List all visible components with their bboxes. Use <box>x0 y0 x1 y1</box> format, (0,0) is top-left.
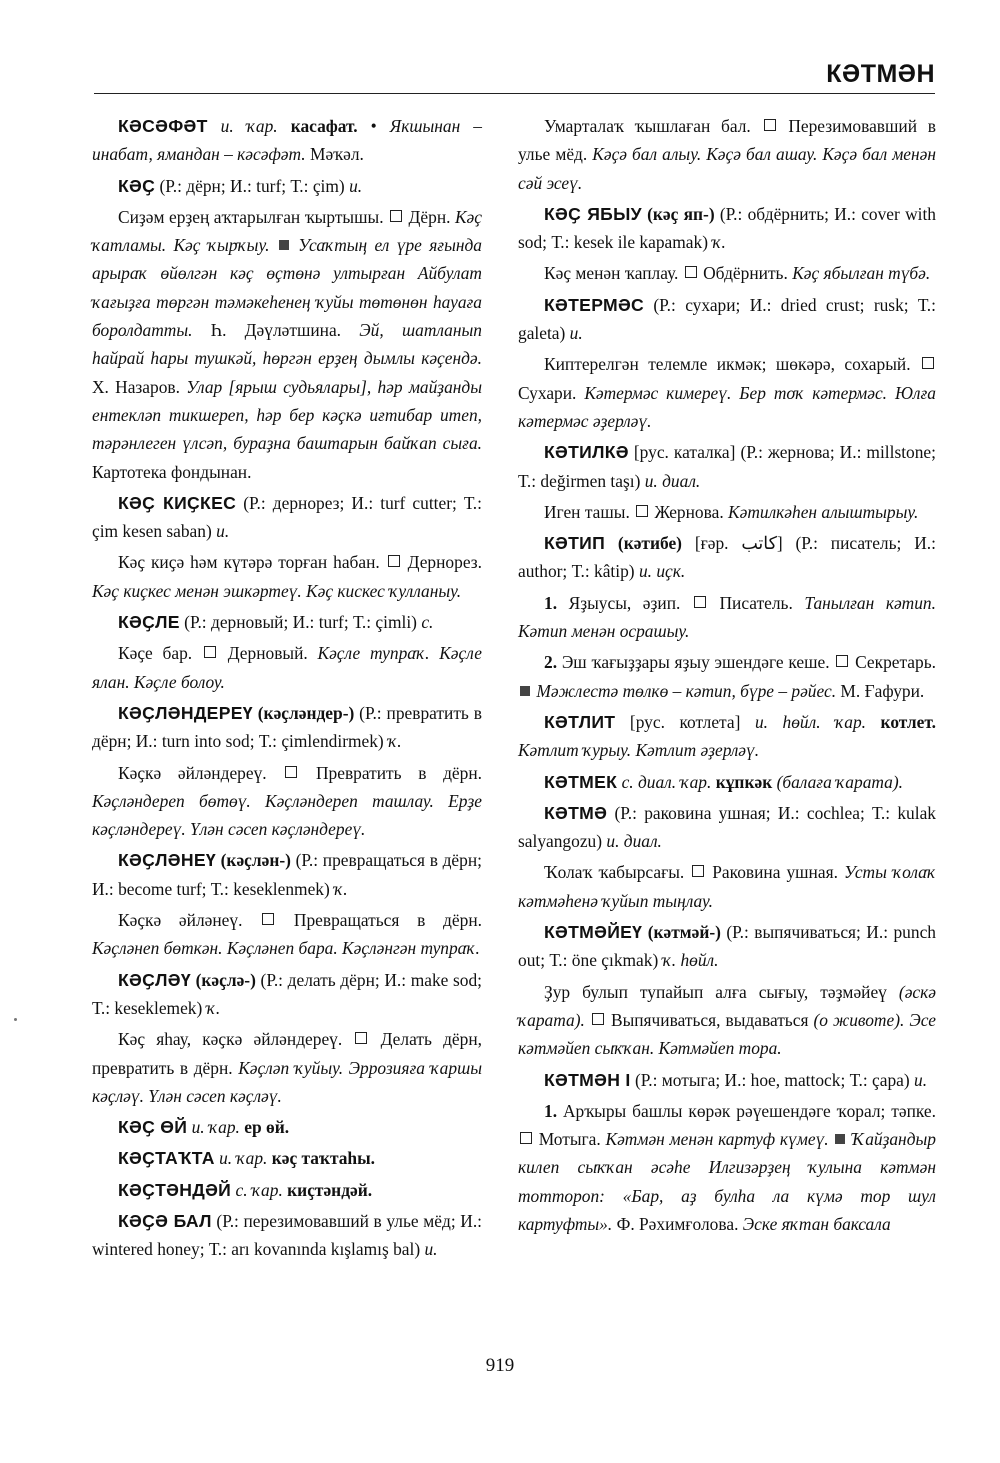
definition: Кәҫ киҫә һәм күтәрә торған һабан. <box>118 552 380 573</box>
russian: Превратить в дёрн. <box>315 762 482 783</box>
russian: Писатель. <box>719 592 793 613</box>
gloss: (Р.: дёрн; И.: turf; Т.: çim) <box>159 175 345 196</box>
entry-yabyu-body <box>518 259 936 287</box>
grammar-mark: ҡ. <box>712 232 726 253</box>
grammar-mark: и. ҡар. <box>220 116 278 136</box>
russian: Раковина ушная. <box>712 862 838 883</box>
russian: Перезимовавший в улье мёд. <box>518 116 936 165</box>
headword: КӘҪЛӘҮ <box>118 969 191 990</box>
grammar-mark: ҡ. <box>388 731 402 752</box>
entry-kaslanew <box>92 846 482 903</box>
grammar-mark: и. диал. <box>644 470 701 491</box>
grammar-mark: и. <box>914 1069 928 1090</box>
cross-ref: ер өй. <box>244 1117 290 1138</box>
grammar-mark: и. иҫк. <box>638 561 686 582</box>
example: Танылған кәтип. Кәтип менән осрашыу. <box>518 592 936 642</box>
entry-kasafat <box>92 112 482 169</box>
definition: Ҙур булып тупайып алға сығыу, тәҙмәйеү <box>544 981 887 1002</box>
definition: Ҡолаҡ ҡабырсағы. <box>544 862 685 883</box>
grammar-mark: и. ҡар. <box>191 1117 240 1138</box>
verb-stem: (кәҫләндер-) <box>257 702 355 723</box>
source: Һ. Дәүләтшина. <box>210 320 342 341</box>
translation-square-icon <box>694 596 706 608</box>
arabic-word: كاتب <box>741 533 777 554</box>
definition: Яҙыусы, әҙип. <box>568 592 681 613</box>
entry-katmek <box>518 768 936 796</box>
gloss: [рус. каталка] (Р.: жернова; И.: millstone; Т.: değirmen taşı) <box>518 442 936 491</box>
gloss: (Р.: превратить в дёрн; И.: turn into sod; Т.: çimlendirmek) <box>92 702 482 752</box>
grammar-mark: и. <box>569 323 583 344</box>
headword: КӘТИП <box>544 533 606 554</box>
header-rule <box>94 93 935 94</box>
example: Кәҫ киҫкес менән эшкәртеү. Кәҫ кискес ҡулланыу. <box>92 580 462 601</box>
translation-square-icon <box>520 1132 532 1144</box>
entry-katip <box>518 529 936 586</box>
gloss: (Р.: обдёрнить; И.: cover with sod; Т.: kesek ile kapamak) <box>518 203 936 253</box>
left-column <box>92 112 482 1267</box>
example: Кәтилкәһен алыштырыу. <box>728 501 919 522</box>
entry-kasabal <box>92 1207 482 1264</box>
verb-stem: (кәҫ яп-) <box>647 203 715 224</box>
cross-ref: киҫтәндәй. <box>287 1179 373 1200</box>
example: Кәҫле тупраҡ. Кәҫле ялан. Кәҫле болоу. <box>92 643 482 692</box>
entry-kasabal-body <box>518 112 936 197</box>
entry-katip-sense-1 <box>518 589 936 646</box>
usage-note: (балаға ҡарата). <box>776 771 903 792</box>
running-header <box>94 52 935 92</box>
source: Х. Назаров. <box>92 376 180 397</box>
translation-square-icon <box>285 766 297 778</box>
headword: КӘҪ <box>118 175 156 196</box>
translation-square-icon <box>592 1013 604 1025</box>
headword: КӘҪӘ БАЛ <box>118 1210 212 1231</box>
russian: Обдёрнить. <box>703 263 788 284</box>
russian: Дернорез. <box>407 552 482 573</box>
sense-number: 1. <box>544 1100 558 1121</box>
example: Кәҫә бал алыу. Кәҫә бал ашау. Кәҫә бал менән сәй эсеү. <box>518 144 936 193</box>
cross-ref: кәҫ таҡтаһы. <box>271 1148 375 1169</box>
quote: Мәжлестә төлкө – кәтип, бүре – рәйес. <box>536 680 837 701</box>
grammar-mark: с. <box>421 612 434 633</box>
entry-katma-body <box>518 858 936 915</box>
translation-square-icon <box>262 913 274 925</box>
russian: Жернова. <box>654 501 724 522</box>
etymology: [рус. котлета] <box>629 711 741 732</box>
definition: Кәҫе бар. <box>118 643 193 664</box>
gloss: (Р.: перезимовавший в улье мёд; И.: wintered honey; Т.: arı kovanında kışlamış bal) <box>92 1210 483 1260</box>
quote-mark-icon <box>279 240 289 250</box>
russian: Превращаться в дёрн. <box>293 910 482 931</box>
example: Кәҫләндереп бөтөү. Кәҫләндереп ташлау. Ерҙе кәҫләндереү. Үлән сәсеп кәҫләндереү. <box>92 790 482 840</box>
example: Кәтмән менән картуф күмеү. <box>605 1129 829 1150</box>
entry-katman-sense-1 <box>518 1097 936 1238</box>
headword: КӘТМӘ <box>544 802 608 823</box>
grammar-mark: ҡ. <box>206 997 221 1018</box>
entry-kastandey <box>92 1176 482 1204</box>
russian: Дерновый. <box>227 643 308 664</box>
headword: КӘСӘФӘТ <box>118 116 208 136</box>
russian: Секретарь. <box>855 652 936 673</box>
grammar-mark: и. <box>424 1239 438 1260</box>
gloss: (Р.: дернорез; И.: turf cutter; Т.: çim kesen saban) <box>92 492 482 542</box>
headword: КӘТМӘН I <box>544 1069 631 1090</box>
grammar-mark: ҡ. <box>334 878 348 899</box>
definition: Арҡыры башлы көрәк рәүешендәге ҡорал; тәпке. <box>562 1100 936 1121</box>
grammar-mark: и. диал. <box>606 831 662 852</box>
gloss: ] (Р.: писатель; И.: author; Т.: kâtip) <box>518 533 936 582</box>
entry-kasoy <box>92 1113 482 1141</box>
example: Кәтермәс кимереү. Бер тоҡ кәтермәс. Юлға кәтермәс әҙерләү. <box>518 382 936 431</box>
gloss: (Р.: превращаться в дёрн; И.: become turf; Т.: keseklenmek) <box>92 850 482 899</box>
entry-katilka <box>518 438 936 495</box>
quote-mark-icon <box>835 1134 845 1144</box>
entry-katermas <box>518 291 936 348</box>
quote: Эй, шатланып һайрай һары тушкәй, һөргән ерҙең дымлы кәҫендә. <box>92 320 482 369</box>
translation-square-icon <box>390 210 402 222</box>
headword: КӘҪТАҠТА <box>118 1148 215 1169</box>
quote: Улар [ярыш судьялары], һәр майҙанды ентекләп тикшереп, һәр бер кәҫкә иғтибар итеп, тәрәнлеген үлсәп, бураҙна баштарын байҡап сыға. <box>92 376 482 454</box>
grammar-mark: с. ҡар. <box>235 1179 283 1200</box>
verb-stem: (кәҫлән-) <box>220 850 291 871</box>
definition: Кәҫ менән ҡаплау. <box>544 263 679 284</box>
entry-katman <box>518 1066 936 1094</box>
gloss: (Р.: сухари; И.: dried crust; rusk; Т.: galeta) <box>518 294 936 344</box>
grammar-mark: и. ҡар. <box>219 1148 268 1169</box>
verb-stem: (кәҫлә-) <box>195 969 256 990</box>
entry-katermas-body <box>518 350 936 435</box>
verb-stem: (кәтибе) <box>617 533 682 554</box>
definition: Кәҫкә әйләндереү. <box>118 762 267 783</box>
source: Мәҡәл. <box>310 144 364 165</box>
verb-stem: (кәтмәй-) <box>647 922 721 943</box>
running-title: КӘТМӘН <box>826 60 935 88</box>
source: Картотека фондынан. <box>92 461 252 482</box>
entry-kaslanderew <box>92 699 482 756</box>
entry-kasle <box>92 608 482 636</box>
example: Усты ҡолаҡ кәтмәһенә ҡуйып тыңлау. <box>518 862 936 911</box>
quote: Ҡайҙандыр килеп сыҡҡан әсәһе Илгизәрҙең ҡулына кәтмән тоттороп: «Бар, аҙ булһа ла күмә тор шул картуфты». <box>518 1129 936 1234</box>
sense-number: 2. <box>544 652 558 673</box>
definition: Кәҫ яһау, кәҫкә әйләндереү. <box>118 1029 343 1050</box>
headword: КӘТИЛКӘ <box>544 442 629 463</box>
headword: КӘТЛИТ <box>544 711 616 732</box>
right-column <box>518 112 936 1241</box>
gloss: (Р.: раковина ушная; И.: cochlea; Т.: kulak salyangozu) <box>518 802 936 852</box>
entry-katilka-body <box>518 498 936 526</box>
page-number: 919 <box>485 1355 515 1376</box>
example: Кәҫләп ҡуйыу. Эррозияға ҡаршы кәҫләү. Үлән сәсеп кәҫләү. <box>92 1057 482 1106</box>
definition: Киптерелгән телемле икмәк; шөкәрә, сохарый. <box>544 354 911 375</box>
example: Эсе кәтмәйеп сыҡҡан. Кәтмәйеп тора. <box>518 1009 936 1059</box>
quote: Усаҡтың ел үре яғында арыраҡ өйөлгән кәҫ өҫтөнә ултырған Айбулат ҡағыҙға төргән тәмәкеһенең ҡуйы төтөнөн һауаға боролдатты. <box>92 235 482 341</box>
entry-katma <box>518 799 936 856</box>
translation-square-icon <box>388 555 400 567</box>
example: Эске яҡтан баксала <box>742 1213 891 1234</box>
source: Ф. Рәхимғолова. <box>616 1213 739 1234</box>
grammar-mark: и. <box>216 521 230 542</box>
russian: Делать дёрн, превратить в дёрн. <box>92 1029 482 1078</box>
entry-katmayew <box>518 918 936 975</box>
entry-kaslanderew-body <box>92 759 482 844</box>
entry-kaslanew-body <box>92 906 482 963</box>
usage-note: (әскә ҡарата). <box>518 981 936 1030</box>
definition: Эш ҡағыҙҙары яҙыу эшендәге кеше. <box>561 652 830 673</box>
grammar-mark: с. диал. ҡар. <box>621 771 712 792</box>
entry-kasle-body <box>92 639 482 696</box>
translation-square-icon <box>692 865 704 877</box>
headword: КӘҪ ЯБЫУ <box>544 203 642 224</box>
quote-mark-icon <box>520 686 530 696</box>
russian: Мотыга. <box>538 1129 601 1150</box>
entry-katlit <box>518 708 936 765</box>
translation-square-icon <box>685 266 697 278</box>
definition: Кәҫкә әйләнеү. <box>118 910 243 931</box>
headword: КӘТМӘЙЕҮ <box>544 922 643 943</box>
gloss: (Р.: делать дёрн; И.: make sod; Т.: keseklemek) <box>92 969 482 1018</box>
translation-square-icon <box>764 119 776 131</box>
cross-ref: котлет. <box>880 711 936 732</box>
definition: Сиҙәм ерҙең аҡтарылған ҡыртышы. <box>118 206 384 227</box>
translation-square-icon <box>355 1032 367 1044</box>
russian: Выпячиваться, выдаваться <box>610 1009 809 1030</box>
grammar-mark: и. һөйл. ҡар. <box>754 711 866 732</box>
usage-note: (о животе). <box>813 1009 905 1030</box>
cross-ref: касафат. <box>290 116 358 136</box>
headword: КӘТЕРМӘС <box>544 294 645 315</box>
example: Кәтлит ҡурыу. Кәтлит әҙерләү. <box>518 740 760 761</box>
definition: Умарталаҡ ҡышлаған бал. <box>544 116 751 136</box>
headword: КӘҪ ӨЙ <box>118 1117 188 1138</box>
bullet: • <box>370 116 377 136</box>
russian: Дёрн. <box>408 206 451 227</box>
entry-kaslaw-body <box>92 1025 482 1110</box>
headword: КӘҪЛЕ <box>118 612 180 633</box>
grammar-mark: и. <box>349 175 363 196</box>
translation-square-icon <box>636 505 648 517</box>
entry-yabyu <box>518 200 936 257</box>
example: Кәҫ ҡатламы. Кәҫ ҡырҡыу. <box>92 206 482 256</box>
example: Якшынан – инабат, ямандан – кәсәфәт. <box>92 116 482 165</box>
headword: КӘҪ КИҪКЕС <box>118 492 237 513</box>
etymology: [ғәр. <box>694 533 729 554</box>
example: Кәҫ ябылған түбә. <box>792 263 931 284</box>
entry-kas <box>92 172 482 200</box>
translation-square-icon <box>922 357 934 369</box>
entry-katmayew-body <box>518 978 936 1063</box>
entry-kas-body <box>92 203 482 486</box>
sense-number: 1. <box>544 592 558 613</box>
example: Кәҫләнеп бөткән. Кәҫләнеп бара. Кәҫләнгән тупраҡ. <box>92 938 480 959</box>
headword: КӘҪЛӘНДЕРЕҮ <box>118 702 253 723</box>
gloss: (Р.: выпячиваться; И.: punch out; Т.: öne çıkmak) <box>518 922 936 971</box>
grammar-mark: ҡ. һөйл. <box>662 950 719 971</box>
entry-kastakta <box>92 1144 482 1172</box>
entry-kiskes <box>92 489 482 546</box>
translation-square-icon <box>836 655 848 667</box>
gloss: (Р.: дерновый; И.: turf; Т.: çimli) <box>184 612 417 633</box>
headword: КӘТМЕК <box>544 771 618 792</box>
translation-square-icon <box>204 646 216 658</box>
margin-speck <box>14 1018 17 1021</box>
headword: КӘҪТӘНДӘЙ <box>118 1179 232 1200</box>
entry-kiskes-body <box>92 548 482 605</box>
gloss: (Р.: мотыга; И.: hoe, mattock; Т.: çapa) <box>634 1069 910 1090</box>
russian: Сухари. <box>518 382 577 403</box>
cross-ref: кұпкәк <box>715 771 773 792</box>
entry-kaslaw <box>92 966 482 1023</box>
headword: КӘҪЛӘНЕҮ <box>118 850 216 871</box>
entry-katip-sense-2 <box>518 648 936 705</box>
source: М. Ғафури. <box>840 680 925 701</box>
definition: Иген ташы. <box>544 501 630 522</box>
